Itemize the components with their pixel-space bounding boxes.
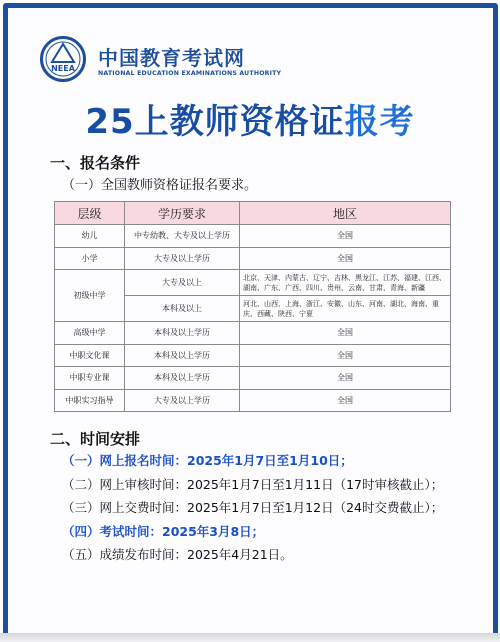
section-1-heading: 一、报名条件 — [50, 154, 141, 172]
cell-level: 中职文化课 — [55, 344, 125, 367]
requirements-table — [54, 201, 451, 412]
schedule-item: （四）考试时间：2025年3月8日； — [62, 523, 265, 539]
org-name-cn: 中国教育考试网 — [98, 46, 245, 70]
table-row — [55, 344, 451, 367]
section-2-heading: 二、时间安排 — [50, 430, 141, 448]
cell-education: 本科及以上学历 — [125, 322, 240, 345]
cell-region: 全国 — [240, 389, 451, 412]
table-row — [55, 247, 451, 270]
cell-region: 全国 — [240, 367, 451, 390]
bottom-edge — [0, 633, 500, 642]
neea-logo-icon — [40, 36, 86, 82]
schedule-item: （五）成绩发布时间：2025年4月21日。 — [62, 547, 293, 562]
site-header — [40, 30, 340, 82]
cell-education: 中专幼教、大专及以上学历 — [125, 225, 240, 248]
table-row — [55, 367, 451, 390]
cell-level: 幼儿 — [55, 225, 125, 248]
table-row — [55, 270, 451, 296]
title-part-1: 25上教师资格证 — [85, 102, 345, 142]
cell-education: 大专及以上学历 — [125, 389, 240, 412]
cell-level: 中职实习指导 — [55, 389, 125, 412]
cell-education: 大专及以上学历 — [125, 247, 240, 270]
cell-region: 全国 — [240, 322, 451, 345]
cell-education: 大专及以上 — [125, 270, 240, 296]
org-name-en: NATIONAL EDUCATION EXAMINATIONS AUTHORITY — [98, 70, 282, 77]
header-region: 地区 — [240, 202, 451, 225]
header-level: 层级 — [55, 202, 125, 225]
table-row — [55, 322, 451, 345]
cell-region: 全国 — [240, 247, 451, 270]
cell-level: 高级中学 — [55, 322, 125, 345]
schedule-item: （三）网上交费时间：2025年1月7日至1月12日（24时交费截止）； — [62, 500, 444, 515]
header-education: 学历要求 — [125, 202, 240, 225]
logo-text: NEEA — [51, 64, 75, 73]
cell-region: 北京、天津、内蒙古、辽宁、吉林、黑龙江、江苏、福建、江西、湖南、广东、广西、四川、贵州、云南、甘肃、青海、新疆 — [240, 270, 451, 296]
cell-level: 小学 — [55, 247, 125, 270]
cell-region: 全国 — [240, 344, 451, 367]
title-part-2: 报考 — [344, 102, 415, 142]
cell-education: 本科及以上学历 — [125, 344, 240, 367]
cell-education: 本科及以上学历 — [125, 367, 240, 390]
table-header-row — [55, 202, 451, 225]
section-1-subheading: （一）全国教师资格证报名要求。 — [62, 178, 258, 193]
cell-education: 本科及以上 — [125, 296, 240, 322]
cell-level: 中职专业课 — [55, 367, 125, 390]
cell-level: 初级中学 — [55, 270, 125, 322]
table-row — [55, 225, 451, 248]
schedule-item: （一）网上报名时间：2025年1月7日至1月10日； — [62, 453, 353, 468]
table-row — [55, 389, 451, 412]
cell-region: 河北、山西、上海、浙江、安徽、山东、河南、湖北、海南、重庆、西藏、陕西、宁夏 — [240, 296, 451, 322]
cell-region: 全国 — [240, 225, 451, 248]
page-title — [0, 94, 500, 143]
schedule-item: （二）网上审核时间：2025年1月7日至1月11日（17时审核截止）； — [62, 476, 444, 492]
